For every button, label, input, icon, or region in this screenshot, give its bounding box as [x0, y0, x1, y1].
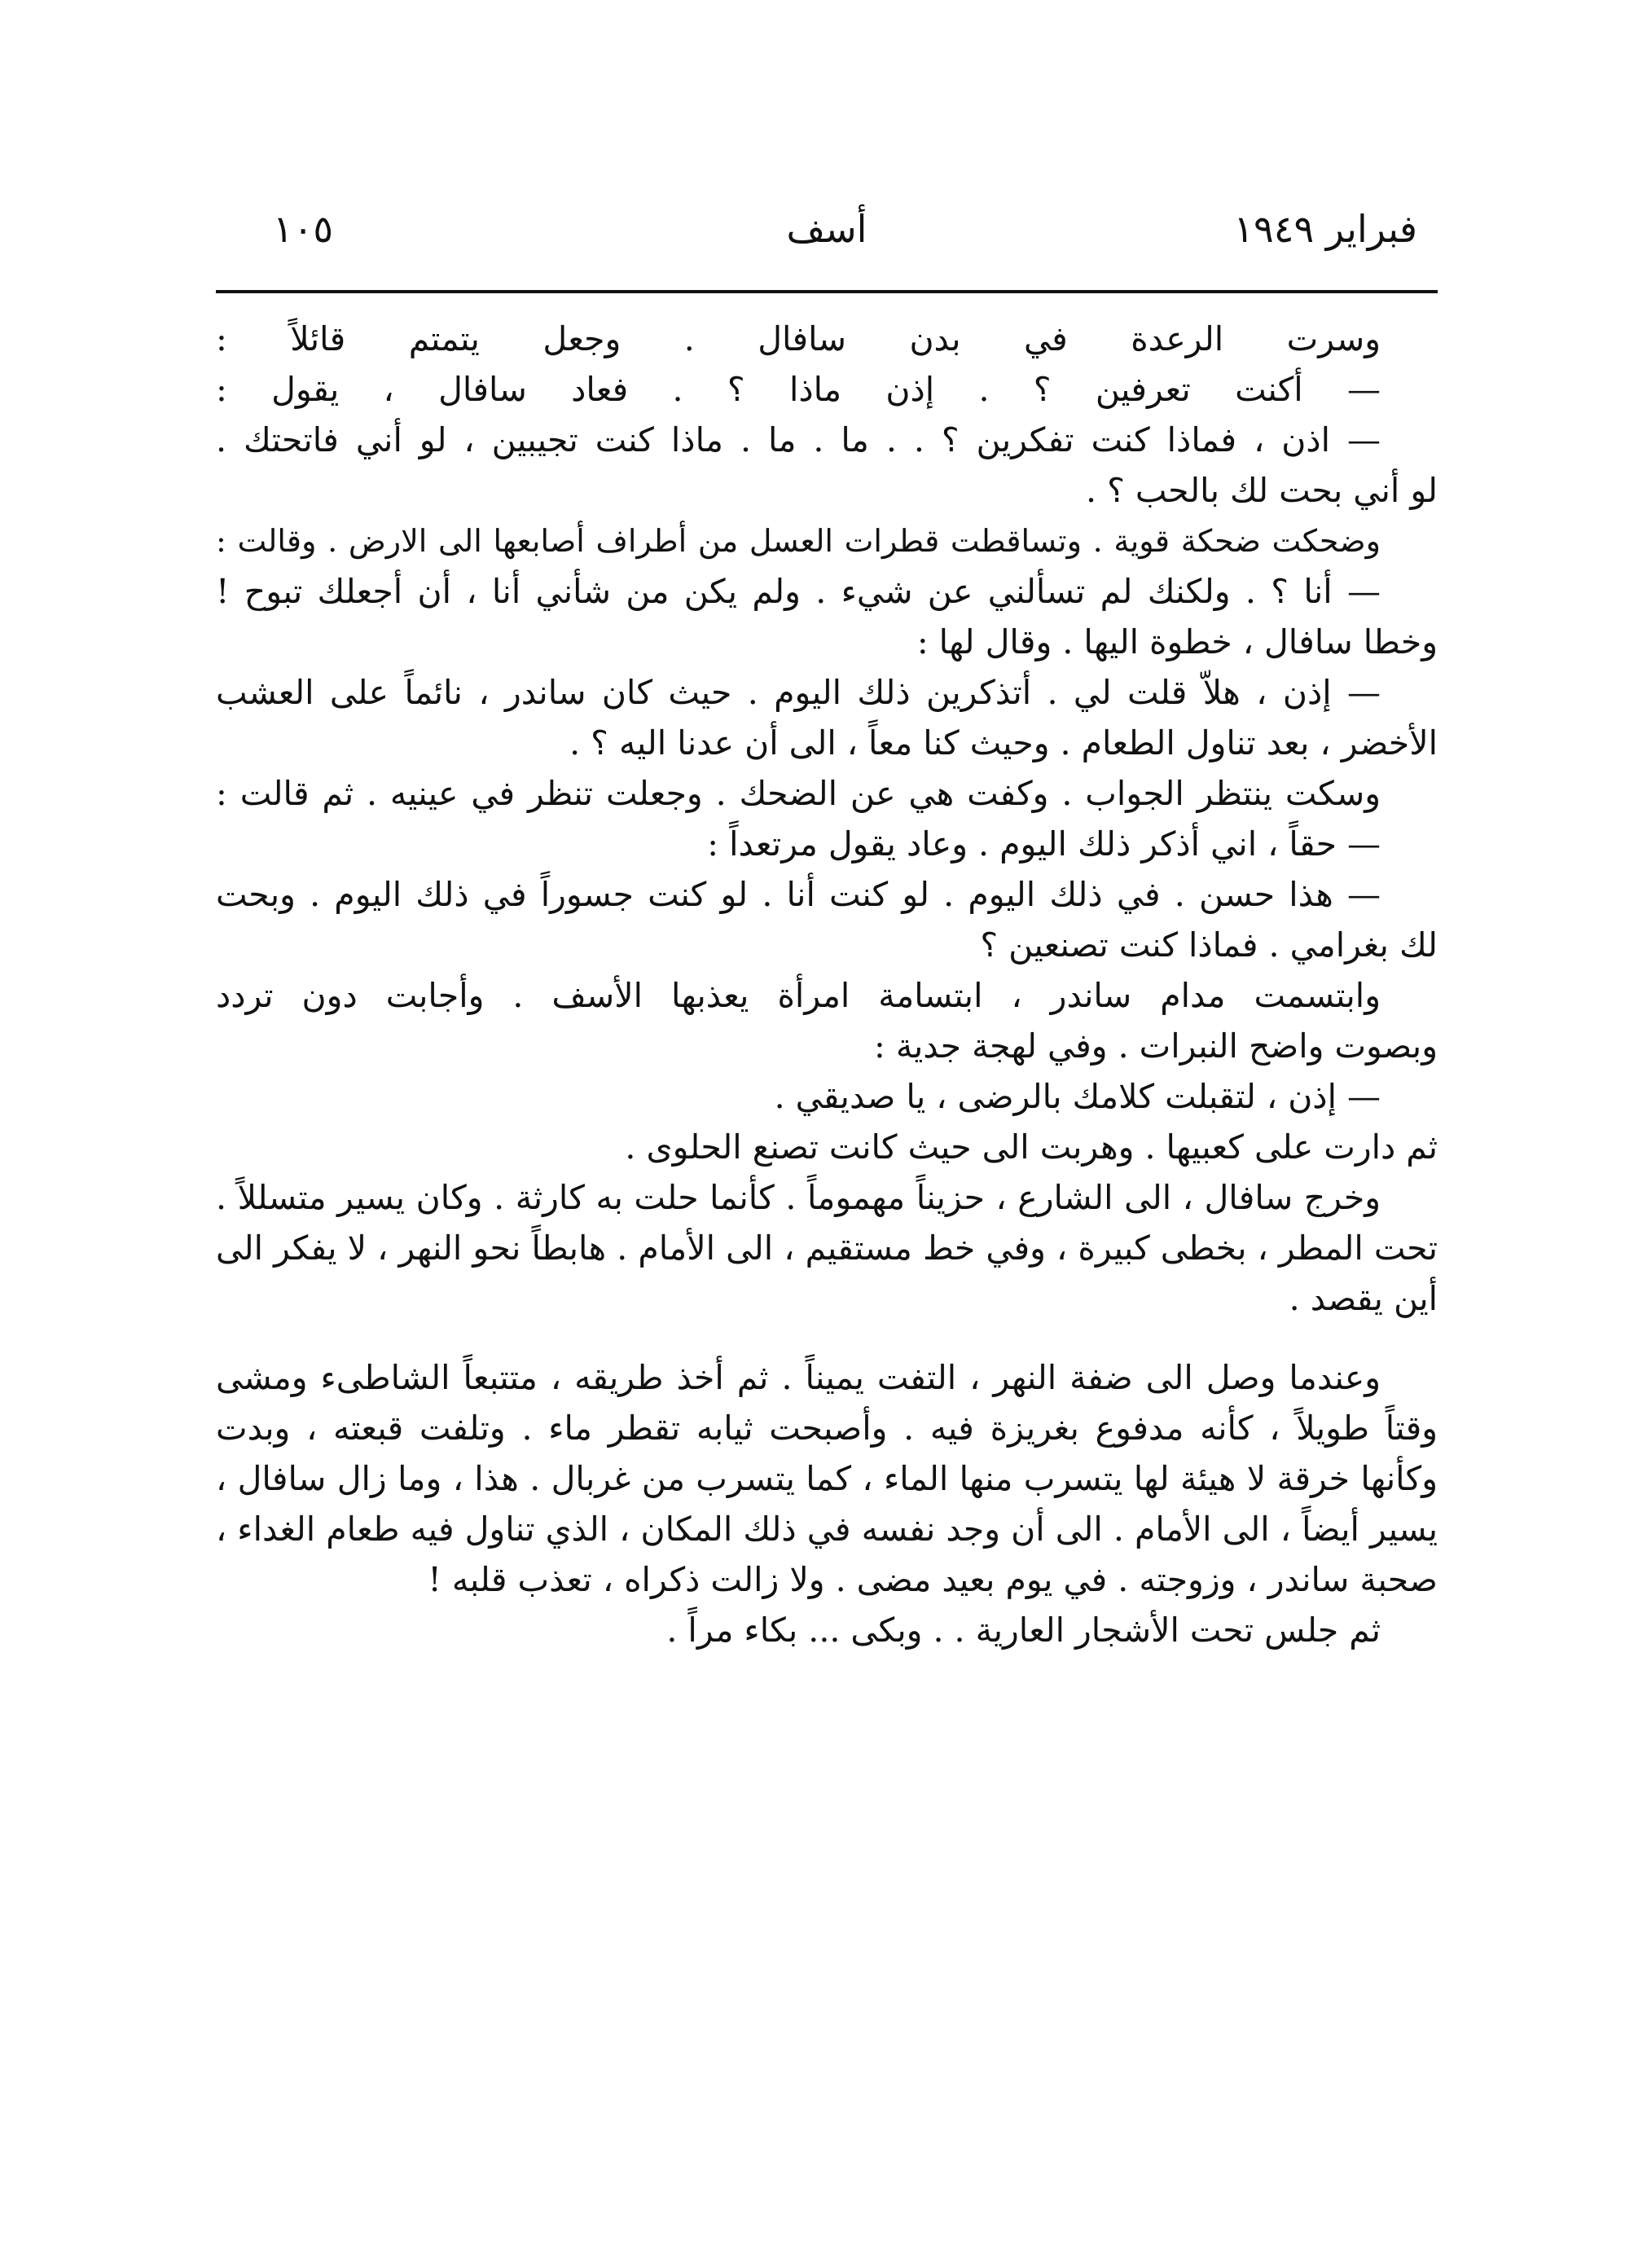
text-line-12: — هذا حسن . في ذلك اليوم . لو كنت أنا . لو كنت جسوراً في ذلك اليوم . وبحت — [216, 875, 1381, 914]
text-line-25: صحبة ساندر ، وزوجته . في يوم بعيد مضى . ولا زالت ذكراه ، تعذب قلبه ! — [428, 1560, 1438, 1599]
text-line-7: وخطا سافال ، خطوة اليها . وقال لها : — [916, 622, 1438, 662]
page-body — [216, 314, 1438, 2195]
text-line-17: ثم دارت على كعبيها . وهربت الى حيث كانت تصنع الحلوى . — [625, 1127, 1438, 1167]
text-line-23: وكأنها خرقة لا هيئة لها يتسرب منها الماء ، كما يتسرب من غربال . هذا ، وما زال سافال ، — [216, 1459, 1438, 1498]
text-line-11: — حقاً ، اني أذكر ذلك اليوم . وعاد يقول مرتعداً : — [707, 824, 1381, 864]
text-line-22: وقتاً طويلاً ، كأنه مدفوع بغريزة فيه . وأصبحت ثيابه تقطر ماء . وتلفت قبعته ، وبدت — [216, 1409, 1438, 1448]
header-date: فبراير ١٩٤٩ — [1233, 207, 1417, 251]
text-line-21: وعندما وصل الى ضفة النهر ، التفت يميناً . ثم أخذ طريقه ، متتبعاً الشاطىء ومشى — [216, 1358, 1381, 1397]
text-line-24: يسير أيضاً ، الى الأمام . الى أن وجد نفسه في ذلك المكان ، الذي تناول فيه طعام الغداء ، — [216, 1510, 1438, 1549]
header-title: أسف — [786, 207, 867, 251]
text-line-10: وسكت ينتظر الجواب . وكفت هي عن الضحك . وجعلت تنظر في عينيه . ثم قالت : — [216, 774, 1381, 813]
text-line-4: لو أني بحت لك بالحب ؟ . — [1086, 471, 1438, 510]
text-line-2: — أكنت تعرفين ؟ . إذن ماذا ؟ . فعاد سافال ، يقول : — [216, 370, 1381, 409]
header-rule — [216, 290, 1438, 293]
text-line-20: أين يقصد . — [1289, 1279, 1438, 1318]
text-line-13: لك بغرامي . فماذا كنت تصنعين ؟ — [980, 925, 1438, 965]
text-line-15: وبصوت واضح النبرات . وفي لهجة جدية : — [874, 1026, 1438, 1066]
text-line-26: ثم جلس تحت الأشجار العارية . . وبكى ... بكاء مراً . — [666, 1611, 1381, 1650]
text-line-14: وابتسمت مدام ساندر ، ابتسامة امرأة يعذبها الأسف . وأجابت دون تردد — [216, 976, 1381, 1015]
text-line-3: — اذن ، فماذا كنت تفكرين ؟ . . ما . ما . ماذا كنت تجيبين ، لو أني فاتحتك . — [216, 420, 1381, 459]
page-number: ١٠٥ — [273, 207, 334, 251]
text-line-9: الأخضر ، بعد تناول الطعام . وحيث كنا معاً ، الى أن عدنا اليه ؟ . — [569, 723, 1438, 763]
text-line-18: وخرج سافال ، الى الشارع ، حزيناً مهموماً . كأنما حلت به كارثة . وكان يسير متسللاً . — [216, 1178, 1381, 1217]
text-line-6: — أنا ؟ . ولكنك لم تسألني عن شيء . ولم يكن من شأني أنا ، أن أجعلك تبوح ! — [216, 572, 1381, 611]
text-line-1: وسرت الرعدة في بدن سافال . وجعل يتمتم قائلاً : — [216, 319, 1381, 358]
running-header — [216, 192, 1438, 266]
text-line-8: — إذن ، هلاّ قلت لي . أتذكرين ذلك اليوم . حيث كان ساندر ، نائماً على العشب — [216, 673, 1381, 712]
text-line-5: وضحكت ضحكة قوية . وتساقطت قطرات العسل من أطراف أصابعها الى الارض . وقالت : — [216, 523, 1381, 559]
text-line-16: — إذن ، لتقبلت كلامك بالرضى ، يا صديقي . — [774, 1077, 1381, 1116]
text-line-19: تحت المطر ، بخطى كبيرة ، وفي خط مستقيم ، الى الأمام . هابطاً نحو النهر ، لا يفكر الى — [216, 1228, 1438, 1268]
